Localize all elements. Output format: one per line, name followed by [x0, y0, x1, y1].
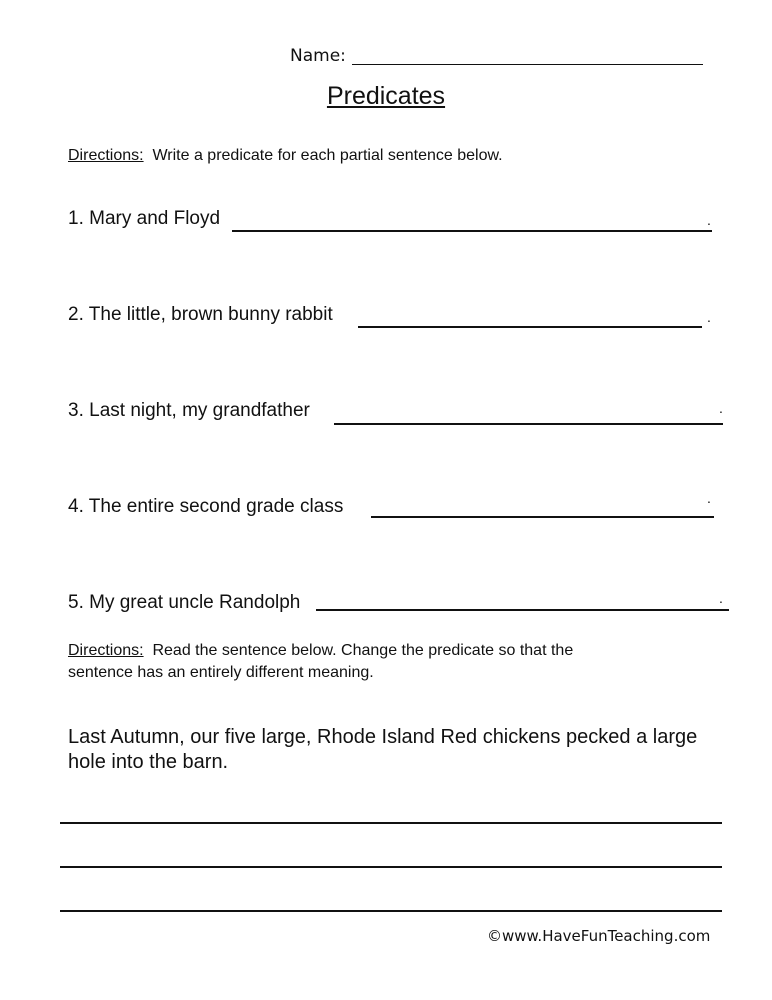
directions-2-text-line-2: sentence has an entirely different meaning.: [68, 664, 374, 681]
item-5-period: .: [719, 590, 723, 606]
directions-1-label: Directions:: [68, 147, 144, 164]
item-2-answer-line[interactable]: [358, 326, 702, 328]
item-4-period: .: [707, 490, 711, 506]
rewrite-answer-line-1[interactable]: [60, 822, 722, 824]
name-label: Name:: [290, 46, 346, 66]
item-4-answer-line[interactable]: [371, 516, 714, 518]
copyright-footer: ©www.HaveFunTeaching.com: [487, 927, 711, 945]
directions-2-label: Directions:: [68, 642, 144, 659]
item-3-answer-line[interactable]: [334, 423, 723, 425]
item-3-text: 3. Last night, my grandfather: [68, 400, 310, 421]
page-title: Predicates: [326, 82, 446, 110]
item-5-text: 5. My great uncle Randolph: [68, 592, 301, 613]
item-1-text: 1. Mary and Floyd: [68, 208, 221, 229]
item-1-period: .: [707, 212, 711, 228]
source-sentence-line-2: hole into the barn.: [68, 751, 229, 773]
item-3-period: .: [719, 400, 723, 416]
item-1-answer-line[interactable]: [232, 230, 712, 232]
directions-2: [68, 640, 573, 684]
item-2-text: 2. The little, brown bunny rabbit: [68, 304, 333, 325]
item-5-answer-line[interactable]: [316, 609, 729, 611]
directions-1-text: Write a predicate for each partial sentence below.: [152, 147, 503, 164]
name-field[interactable]: [352, 64, 703, 65]
directions-1: [68, 145, 503, 167]
rewrite-answer-line-3[interactable]: [60, 910, 722, 912]
rewrite-answer-line-2[interactable]: [60, 866, 722, 868]
directions-2-text-line-1: Read the sentence below. Change the predicate so that the: [152, 642, 574, 659]
item-2-period: .: [707, 309, 711, 325]
source-sentence: [68, 725, 728, 775]
item-4-text: 4. The entire second grade class: [68, 496, 344, 517]
source-sentence-line-1: Last Autumn, our five large, Rhode Island Red chickens pecked a large: [68, 726, 698, 748]
